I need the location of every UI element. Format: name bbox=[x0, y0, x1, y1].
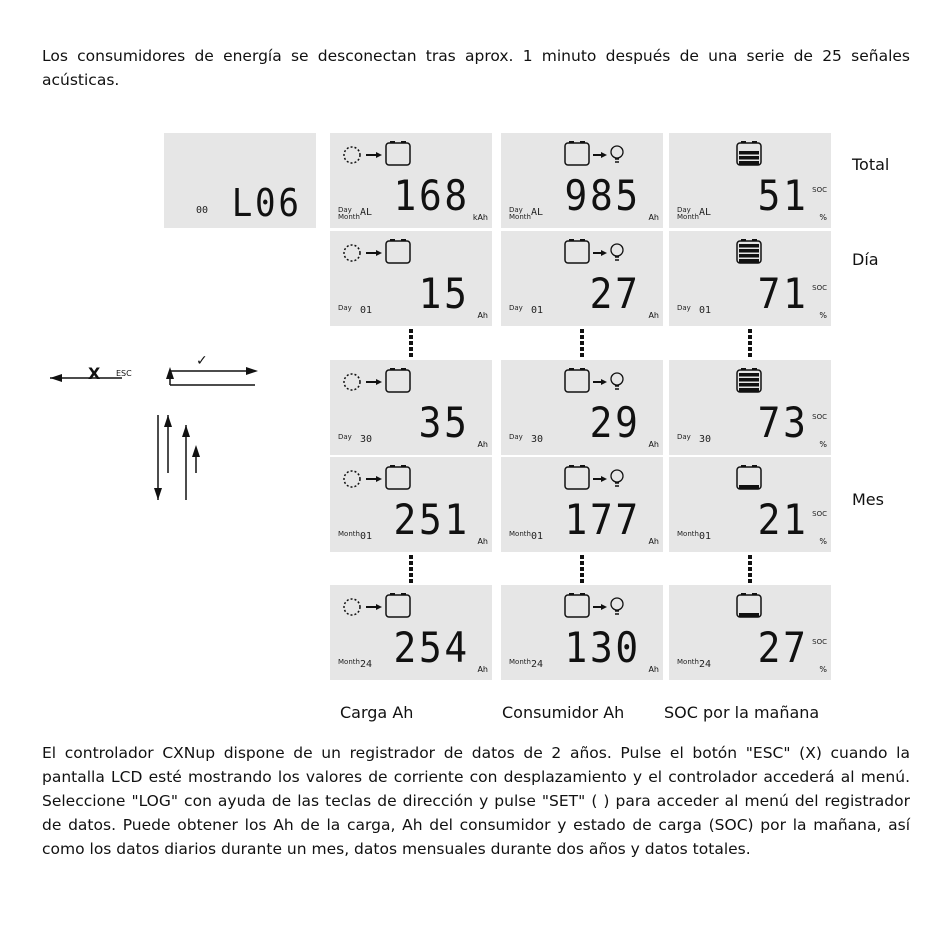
lcd-unit-label: % bbox=[819, 311, 827, 320]
lcd-unit-label: % bbox=[819, 213, 827, 222]
esc-label: ESC bbox=[116, 369, 132, 378]
lcd-soc-label: SOC bbox=[812, 284, 827, 292]
lcd-soc-label: SOC bbox=[812, 186, 827, 194]
lcd-unit-label: Ah bbox=[477, 311, 488, 320]
log-screen bbox=[164, 133, 316, 228]
lcd-panel-consumer bbox=[501, 231, 663, 326]
lcd-soc-label: SOC bbox=[812, 638, 827, 646]
lcd-unit-label: Ah bbox=[648, 665, 659, 674]
lcd-panel-consumer bbox=[501, 360, 663, 455]
lcd-value-soc: 51 bbox=[758, 171, 809, 220]
lcd-index-label: 24 bbox=[699, 659, 712, 670]
col-label-consumer: Consumidor Ah bbox=[502, 703, 625, 722]
lcd-index-label: AL bbox=[699, 207, 712, 218]
battery-to-bulb-icon bbox=[561, 589, 651, 623]
lcd-unit-label: Ah bbox=[477, 440, 488, 449]
battery-level-icon bbox=[733, 461, 823, 495]
lcd-panel-soc bbox=[669, 360, 831, 455]
row-label-day: Día bbox=[852, 250, 879, 269]
lcd-value-soc: 21 bbox=[758, 495, 809, 544]
esc-x-label: X bbox=[88, 364, 101, 383]
battery-level-icon bbox=[733, 364, 823, 398]
lcd-period-label: Day bbox=[677, 433, 691, 441]
lcd-value-consumer: 130 bbox=[564, 623, 641, 672]
log-value: L06 bbox=[232, 181, 302, 225]
intro-paragraph: Los consumidores de energía se desconectan tras aprox. 1 minuto después de una serie de 25 señales acústicas. bbox=[42, 47, 910, 89]
continuation-dots bbox=[747, 329, 753, 359]
sun-to-battery-icon bbox=[338, 364, 428, 398]
lcd-index-label: 24 bbox=[360, 659, 373, 670]
lcd-value-charge: 15 bbox=[419, 269, 470, 318]
lcd-value-consumer: 27 bbox=[590, 269, 641, 318]
lcd-value-consumer: 985 bbox=[564, 171, 641, 220]
lcd-period-label: Day Month bbox=[509, 206, 531, 221]
lcd-panel-charge bbox=[330, 231, 492, 326]
lcd-unit-label: % bbox=[819, 537, 827, 546]
battery-to-bulb-icon bbox=[561, 235, 651, 269]
lcd-value-charge: 35 bbox=[419, 398, 470, 447]
lcd-period-label: Month bbox=[509, 658, 531, 666]
log-prefix: 00 bbox=[196, 205, 209, 216]
lcd-period-label: Month bbox=[509, 530, 531, 538]
down-arrow-icon bbox=[154, 488, 162, 500]
lcd-panel-soc bbox=[669, 231, 831, 326]
lcd-period-label: Day Month bbox=[677, 206, 699, 221]
sun-to-battery-icon bbox=[338, 461, 428, 495]
lcd-period-label: Day bbox=[509, 304, 523, 312]
col-label-charge: Carga Ah bbox=[340, 703, 414, 722]
lcd-value-soc: 27 bbox=[758, 623, 809, 672]
lcd-unit-label: Ah bbox=[648, 440, 659, 449]
lcd-soc-label: SOC bbox=[812, 413, 827, 421]
continuation-dots bbox=[579, 555, 585, 585]
sun-to-battery-icon bbox=[338, 137, 428, 171]
lcd-period-label: Day bbox=[677, 304, 691, 312]
navigation-diagram bbox=[40, 355, 280, 515]
lcd-panel-soc bbox=[669, 457, 831, 552]
set-check-label: ✓ bbox=[196, 353, 208, 369]
lcd-panel-charge bbox=[330, 133, 492, 228]
continuation-dots bbox=[579, 329, 585, 359]
lcd-index-label: 01 bbox=[360, 531, 373, 542]
continuation-dots bbox=[747, 555, 753, 585]
lcd-value-charge: 254 bbox=[393, 623, 470, 672]
battery-to-bulb-icon bbox=[561, 137, 651, 171]
row-label-total: Total bbox=[852, 155, 890, 174]
lcd-unit-label: Ah bbox=[648, 311, 659, 320]
lcd-period-label: Month bbox=[338, 530, 360, 538]
battery-level-icon bbox=[733, 235, 823, 269]
battery-to-bulb-icon bbox=[561, 364, 651, 398]
lcd-unit-label: Ah bbox=[648, 537, 659, 546]
lcd-unit-label: kAh bbox=[472, 213, 488, 222]
lcd-panel-consumer bbox=[501, 133, 663, 228]
battery-level-icon bbox=[733, 137, 823, 171]
lcd-panel-consumer bbox=[501, 585, 663, 680]
lcd-unit-label: Ah bbox=[648, 213, 659, 222]
lcd-index-label: AL bbox=[360, 207, 373, 218]
lcd-period-label: Day bbox=[338, 304, 352, 312]
lcd-index-label: 30 bbox=[699, 434, 712, 445]
lcd-index-label: 01 bbox=[699, 531, 712, 542]
lcd-index-label: 30 bbox=[360, 434, 373, 445]
right-arrow-icon bbox=[246, 367, 258, 375]
lcd-panel-consumer bbox=[501, 457, 663, 552]
lcd-value-charge: 251 bbox=[393, 495, 470, 544]
row-label-month: Mes bbox=[852, 490, 884, 509]
lcd-period-label: Month bbox=[677, 658, 699, 666]
lcd-panel-charge bbox=[330, 360, 492, 455]
lcd-value-soc: 71 bbox=[758, 269, 809, 318]
lcd-panel-charge bbox=[330, 585, 492, 680]
continuation-dots bbox=[408, 555, 414, 585]
lcd-index-label: 24 bbox=[531, 659, 544, 670]
lcd-panel-soc bbox=[669, 133, 831, 228]
lcd-index-label: 01 bbox=[531, 305, 544, 316]
up-arrow-icon bbox=[164, 415, 172, 427]
lcd-index-label: 30 bbox=[531, 434, 544, 445]
lcd-unit-label: % bbox=[819, 440, 827, 449]
continuation-dots bbox=[408, 329, 414, 359]
lcd-index-label: 01 bbox=[360, 305, 373, 316]
description-paragraph: El controlador CXNup dispone de un registrador de datos de 2 años. Pulse el botón "ESC" (X) cuando la pantalla LCD esté mostrando los valores de corriente con desplazamiento y el controlador accederá al menú. Seleccione "LOG" con ayuda de las teclas de dirección y pulse "SET" ( ) para acceder al menú del registrador de datos. Puede obtener los Ah de la carga, Ah del consumidor y estado de carga (SOC) por la mañana, así como los datos diarios durante un mes, datos mensuales durante dos años y datos totales. bbox=[42, 744, 910, 858]
lcd-index-label: 01 bbox=[531, 531, 544, 542]
left-arrow-icon bbox=[50, 374, 62, 382]
lcd-period-label: Day bbox=[509, 433, 523, 441]
col-label-soc: SOC por la mañana bbox=[664, 703, 820, 722]
lcd-period-label: Month bbox=[338, 658, 360, 666]
lcd-value-consumer: 177 bbox=[564, 495, 641, 544]
sun-to-battery-icon bbox=[338, 589, 428, 623]
lcd-value-consumer: 29 bbox=[590, 398, 641, 447]
lcd-unit-label: % bbox=[819, 665, 827, 674]
lcd-unit-label: Ah bbox=[477, 537, 488, 546]
lcd-value-soc: 73 bbox=[758, 398, 809, 447]
lcd-unit-label: Ah bbox=[477, 665, 488, 674]
battery-level-icon bbox=[733, 589, 823, 623]
battery-to-bulb-icon bbox=[561, 461, 651, 495]
lcd-value-charge: 168 bbox=[393, 171, 470, 220]
lcd-period-label: Day bbox=[338, 433, 352, 441]
sun-to-battery-icon bbox=[338, 235, 428, 269]
lcd-index-label: 01 bbox=[699, 305, 712, 316]
lcd-period-label: Day Month bbox=[338, 206, 360, 221]
lcd-panel-soc bbox=[669, 585, 831, 680]
lcd-panel-charge bbox=[330, 457, 492, 552]
lcd-soc-label: SOC bbox=[812, 510, 827, 518]
lcd-index-label: AL bbox=[531, 207, 544, 218]
lcd-period-label: Month bbox=[677, 530, 699, 538]
